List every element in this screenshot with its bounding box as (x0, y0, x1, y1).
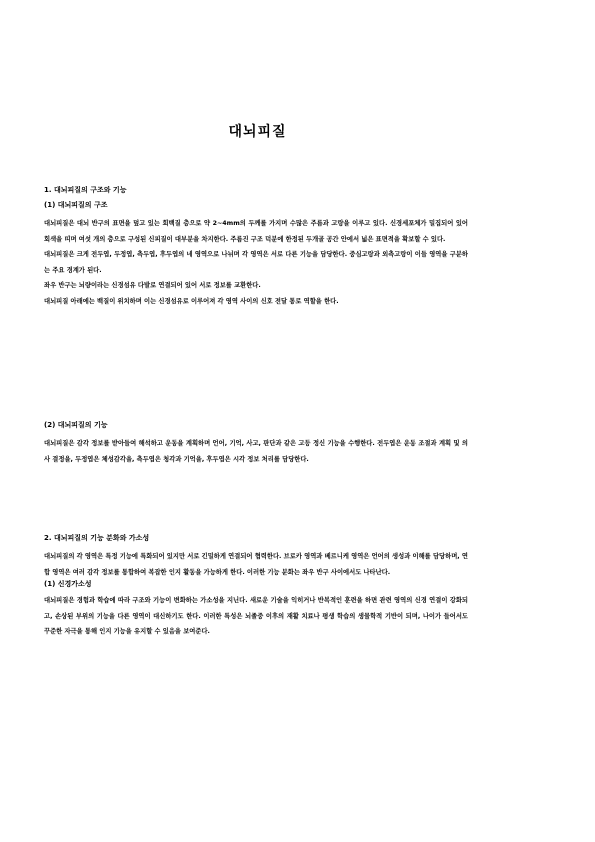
section-heading: (2) 대뇌피질의 기능 (44, 421, 108, 429)
section-heading: 2. 대뇌피질의 기능 분화와 가소성 (44, 534, 150, 542)
paragraph: 대뇌피질은 감각 정보를 받아들여 해석하고 운동을 계획하며 언어, 기억, 사고, 판단과 같은 고등 정신 기능을 수행한다. 전두엽은 운동 조절과 계획 및 의사 결정을, 두정엽은 체성감각을, 측두엽은 청각과 기억을, 후두엽은 시각 정보 처리를 담당한다. (44, 440, 468, 463)
section-subheading: (1) 대뇌피질의 구조 (44, 201, 108, 209)
paragraph: 대뇌피질은 대뇌 반구의 표면을 덮고 있는 회백질 층으로 약 2~4mm의 두께를 가지며 수많은 주름과 고랑을 이루고 있다. 신경세포체가 밀집되어 있어 회색을 띠며 여섯 개의 층으로 구성된 신피질이 대부분을 차지한다. 주름진 구조 덕분에 한정된 두개골 공간 안에서 넓은 표면적을 확보할 수 있다. (44, 220, 468, 243)
paragraph: 대뇌피질은 크게 전두엽, 두정엽, 측두엽, 후두엽의 네 영역으로 나뉘며 각 영역은 서로 다른 기능을 담당한다. 중심고랑과 외측고랑이 이들 영역을 구분하는 주요 경계가 된다. (44, 251, 468, 274)
section-1 (44, 186, 468, 309)
section-3 (44, 534, 468, 640)
paragraph: 대뇌피질 아래에는 백질이 위치하며 이는 신경섬유로 이루어져 각 영역 사이의 신호 전달 통로 역할을 한다. (44, 297, 339, 305)
paragraph: 대뇌피질의 각 영역은 특정 기능에 특화되어 있지만 서로 긴밀하게 연결되어 협력한다. 브로카 영역과 베르니케 영역은 언어의 생성과 이해를 담당하며, 연합 영역은 여러 감각 정보를 통합하여 복잡한 인지 활동을 가능하게 한다. 이러한 기능 분화는 좌우 반구 사이에서도 나타난다. (44, 553, 468, 576)
paragraph: 대뇌피질은 경험과 학습에 따라 구조와 기능이 변화하는 가소성을 지닌다. 새로운 기술을 익히거나 반복적인 훈련을 하면 관련 영역의 신경 연결이 강화되고, 손상된 부위의 기능을 다른 영역이 대신하기도 한다. 이러한 특성은 뇌졸중 이후의 재활 치료나 평생 학습의 생물학적 기반이 되며, 나이가 들어서도 꾸준한 자극을 통해 인지 기능을 유지할 수 있음을 보여준다. (44, 597, 468, 635)
section-heading: 1. 대뇌피질의 구조와 기능 (44, 186, 127, 194)
page-title: 대뇌피질 (228, 124, 287, 140)
paragraph: 좌우 반구는 뇌량이라는 신경섬유 다발로 연결되어 있어 서로 정보를 교환한다. (44, 282, 261, 289)
section-2 (44, 421, 468, 467)
section-subheading: (1) 신경가소성 (44, 580, 92, 588)
